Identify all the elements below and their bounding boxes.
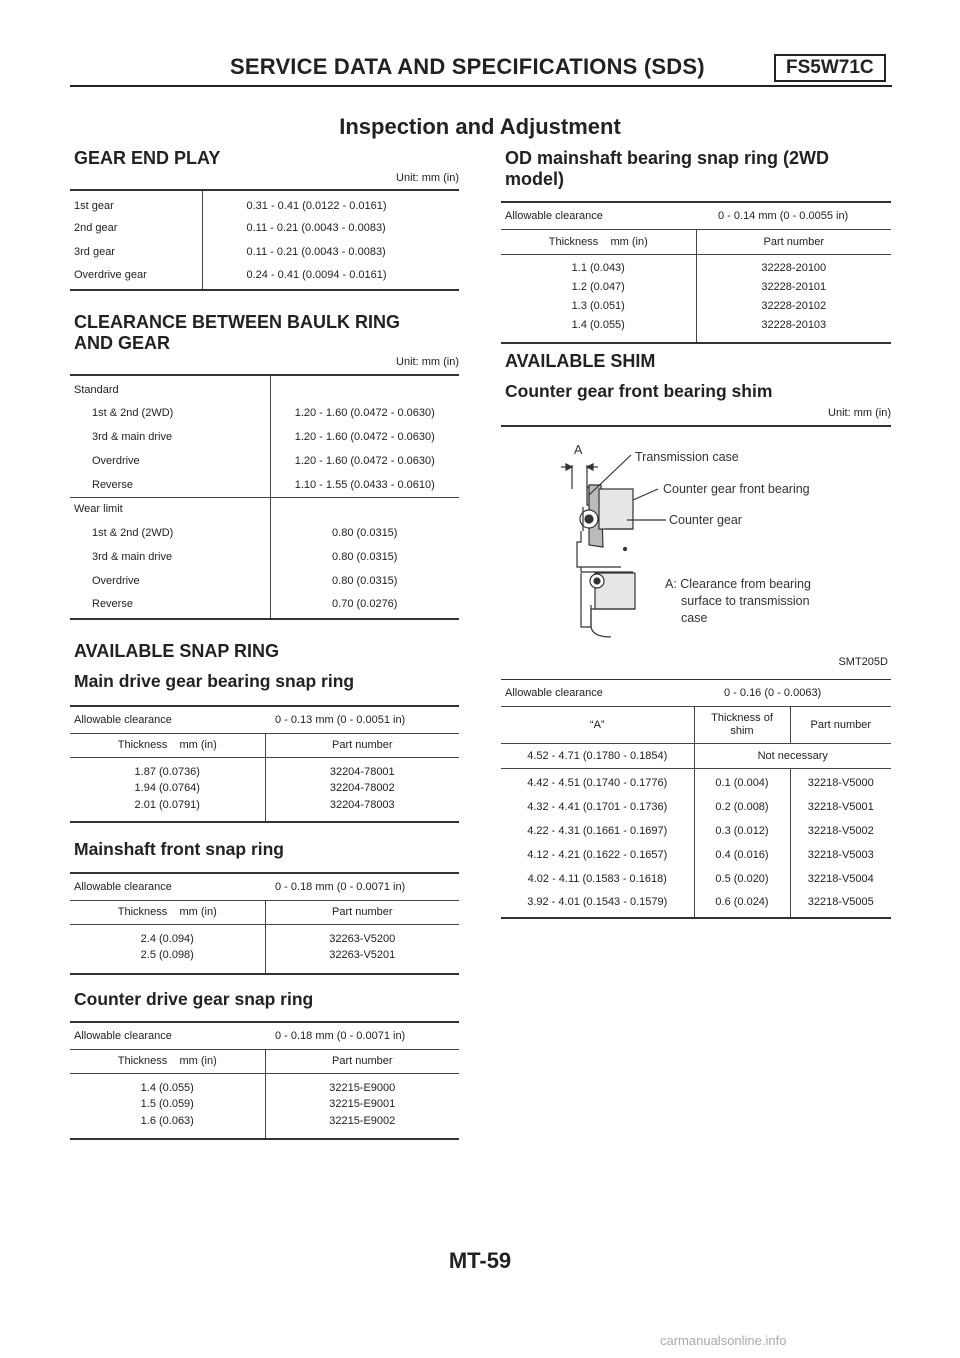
part-number: 32263-V5200 [329,932,396,945]
row-label: Reverse [92,598,133,610]
thickness-value: 1.4 (0.055) [140,1081,194,1094]
part-number: 32228-20102 [761,299,827,312]
counter-gear-shaft [577,531,633,572]
part-number: 32204-78003 [329,798,395,811]
col-part-header: Part number [265,733,459,757]
counter-drive-heading: Counter drive gear snap ring [74,989,314,1009]
thickness-value: 1.2 (0.047) [571,280,625,293]
a-value: 4.12 - 4.21 (0.1622 - 0.1657) [527,848,668,861]
lower-housing-curve [591,605,611,637]
table-row [70,216,459,240]
bearing-outer-race [599,489,633,529]
table-row [501,744,891,769]
table-row [70,190,459,216]
row-label: 1st & 2nd (2WD) [92,407,174,419]
od-mainshaft-table [501,201,891,344]
table-row [70,900,459,924]
thickness-value: 2.4 (0.094) [140,932,194,945]
baulk-ring-heading-line2: AND GEAR [74,333,171,353]
table-row [70,497,459,521]
row-label: 2nd gear [74,222,118,234]
gear-end-play-table [70,189,459,291]
baulk-ring-heading [74,312,400,354]
note-line: case [681,611,708,625]
table-row [70,873,459,900]
page-number: MT-59 [448,1248,512,1273]
part-number: 32218-V5002 [790,819,891,843]
row-value: 0.11 - 0.21 (0.0043 - 0.0083) [202,216,459,240]
row-label: Overdrive gear [74,268,147,281]
row-label: 1st & 2nd (2WD) [92,527,174,539]
table-row [70,1049,459,1073]
row-value: 0.80 (0.0315) [270,569,459,593]
row-value: 1.20 - 1.60 (0.0472 - 0.0630) [270,449,459,473]
table-row [70,757,459,822]
col-thickness-header: Thickness of shim [694,707,790,744]
table-row [70,924,459,974]
part-number: 32218-V5005 [790,891,891,918]
thickness-value: Not necessary [694,744,891,769]
part-list [265,924,459,974]
thickness-value: 1.87 (0.0736) [134,765,200,778]
baulk-ring-table [70,374,459,620]
row-value: 0.24 - 0.41 (0.0094 - 0.0161) [202,264,459,290]
col-thickness-header: Thickness mm (in) [70,733,265,757]
thickness-value: 1.3 (0.051) [571,299,625,312]
mainshaft-front-heading: Mainshaft front snap ring [74,839,284,859]
a-value: 3.92 - 4.01 (0.1543 - 0.1579) [527,895,668,908]
table-row [501,707,891,744]
arrow-head [566,464,572,470]
table-row [501,795,891,819]
thickness-value: 1.4 (0.055) [571,318,625,331]
row-label: 1st gear [74,199,114,212]
part-number: 32204-78001 [329,765,395,778]
table-row [501,202,891,229]
table-row [70,375,459,401]
section-title: SERVICE DATA AND SPECIFICATIONS (SDS) [230,54,705,79]
row-value: 0.80 (0.0315) [270,545,459,569]
table-row [70,425,459,449]
label-transmission-case: Transmission case [635,450,739,464]
part-number: 32228-20101 [761,280,827,293]
row-value: 0.80 (0.0315) [270,521,459,545]
a-value: 4.52 - 4.71 (0.1780 - 0.1854) [501,744,694,769]
thickness-value: 0.2 (0.008) [694,795,790,819]
row-label: 3rd & main drive [92,431,173,443]
table-row [501,819,891,843]
table-row [70,569,459,593]
thickness-value: 0.3 (0.012) [694,819,790,843]
part-number: 32228-20100 [761,261,827,274]
part-number: 32204-78002 [329,782,395,794]
part-number: 32218-V5001 [790,795,891,819]
header-rule [70,85,892,87]
thickness-value: 0.5 (0.020) [694,867,790,891]
table-row [501,769,891,795]
thickness-list [70,1073,265,1139]
clearance-label: Allowable clearance [505,687,603,699]
thickness-value: 0.6 (0.024) [694,891,790,918]
row-label: 3rd gear [74,246,115,258]
clearance-value: 0 - 0.18 mm (0 - 0.0071 in) [275,880,406,893]
part-number: 32218-V5004 [790,867,891,891]
table-row [70,449,459,473]
table-row [70,401,459,425]
thickness-value: 1.6 (0.063) [140,1114,194,1127]
counter-gear-shim-heading: Counter gear front bearing shim [505,381,773,401]
label-a: A [574,443,583,457]
shim-heading: AVAILABLE SHIM [505,351,656,371]
part-list [265,1073,459,1139]
counter-drive-table [70,1021,459,1140]
table-row [501,891,891,918]
part-number: 32215-E9000 [329,1081,396,1094]
counter-gear-shim-unit: Unit: mm (in) [828,407,891,419]
thickness-list [501,254,696,343]
col-part-header: Part number [265,900,459,924]
standard-label: Standard [74,383,119,396]
thickness-value: 0.4 (0.016) [694,843,790,867]
main-drive-heading: Main drive gear bearing snap ring [74,671,355,691]
gear-end-play-unit: Unit: mm (in) [396,172,459,184]
col-part-header: Part number [696,229,891,254]
shim-table [501,679,891,919]
table-row [70,706,459,733]
arrow-head [587,464,593,470]
table-row [70,240,459,264]
page-title: Inspection and Adjustment [339,114,621,139]
table-row [70,473,459,497]
table-row [70,593,459,619]
od-mainshaft-heading-line2: model) [505,169,565,189]
row-value: 1.20 - 1.60 (0.0472 - 0.0630) [270,401,459,425]
a-value: 4.22 - 4.31 (0.1661 - 0.1697) [527,824,668,837]
part-number: 32215-E9001 [329,1098,396,1110]
part-number: 32228-20103 [761,318,827,331]
thickness-value: 0.1 (0.004) [694,769,790,795]
table-row [501,680,891,707]
note-line: surface to transmission [681,594,810,608]
table-row [501,254,891,343]
table-row [70,1073,459,1139]
od-mainshaft-heading [505,148,829,190]
thickness-value: 1.5 (0.059) [140,1098,194,1110]
thickness-value: 1.1 (0.043) [571,261,625,274]
part-number: 32218-V5003 [790,843,891,867]
part-number: 32215-E9002 [329,1114,396,1127]
table-row [501,843,891,867]
clearance-label: Allowable clearance [505,209,603,222]
col-thickness-header: Thickness mm (in) [501,229,696,254]
clearance-value: 0 - 0.16 (0 - 0.0063) [724,687,822,699]
baulk-ring-unit: Unit: mm (in) [396,356,459,368]
lower-bearing-ball-center [594,578,600,584]
table-row [70,1022,459,1049]
a-value: 4.42 - 4.51 (0.1740 - 0.1776) [501,769,694,795]
row-label: 3rd & main drive [92,551,173,563]
reference-dot [624,548,627,551]
mainshaft-front-table [70,872,459,975]
row-value: 0.31 - 0.41 (0.0122 - 0.0161) [202,190,459,216]
model-code-badge: FS5W71C [774,54,886,82]
thickness-value: 1.94 (0.0764) [134,782,200,794]
row-value: 0.70 (0.0276) [270,593,459,619]
col-a-header: “A” [501,707,694,744]
part-number: 32263-V5201 [329,949,396,961]
thickness-list [70,757,265,822]
row-value: 1.10 - 1.55 (0.0433 - 0.0610) [270,473,459,497]
clearance-value: 0 - 0.13 mm (0 - 0.0051 in) [275,713,406,726]
bearing-ball-center [585,515,593,523]
col-thickness-header: Thickness mm (in) [70,1049,265,1073]
table-row [70,521,459,545]
table-row [501,229,891,254]
label-front-bearing: Counter gear front bearing [663,482,810,496]
clearance-label: Allowable clearance [74,880,172,893]
table-row [70,264,459,290]
note-line: A: Clearance from bearing [665,577,811,591]
row-value: 0.11 - 0.21 (0.0043 - 0.0083) [202,240,459,264]
clearance-value: 0 - 0.14 mm (0 - 0.0055 in) [718,209,849,222]
row-label: Overdrive [92,575,140,587]
label-counter-gear: Counter gear [669,513,742,527]
od-mainshaft-heading-line1: OD mainshaft bearing snap ring (2WD [505,148,830,168]
baulk-ring-heading-line1: CLEARANCE BETWEEN BAULK RING [74,312,400,332]
col-part-header: Part number [265,1049,459,1073]
part-list [696,254,891,343]
part-number: 32218-V5000 [790,769,891,795]
clearance-value: 0 - 0.18 mm (0 - 0.0071 in) [275,1029,406,1042]
clearance-label: Allowable clearance [74,713,172,726]
figure-code: SMT205D [838,656,888,668]
clearance-label: Allowable clearance [74,1029,172,1042]
main-drive-table [70,705,459,823]
col-part-header: Part number [790,707,891,744]
row-value: 1.20 - 1.60 (0.0472 - 0.0630) [270,425,459,449]
a-value: 4.32 - 4.41 (0.1701 - 0.1736) [527,800,668,813]
gear-end-play-heading: GEAR END PLAY [74,148,221,168]
a-value: 4.02 - 4.11 (0.1583 - 0.1618) [527,872,667,885]
table-row [70,733,459,757]
part-list [265,757,459,822]
bearing-clearance-figure [501,427,891,677]
leader-front-bearing [633,489,658,500]
thickness-value: 2.01 (0.0791) [134,798,200,811]
thickness-value: 2.5 (0.098) [140,949,194,961]
table-row [70,545,459,569]
col-thickness-header: Thickness mm (in) [70,900,265,924]
snap-ring-heading: AVAILABLE SNAP RING [74,641,280,661]
wear-limit-label: Wear limit [70,497,270,521]
row-label: Reverse [92,478,133,491]
row-label: Overdrive [92,455,140,467]
thickness-list [70,924,265,974]
table-row [501,867,891,891]
watermark: carmanualsonline.info [660,1333,787,1348]
